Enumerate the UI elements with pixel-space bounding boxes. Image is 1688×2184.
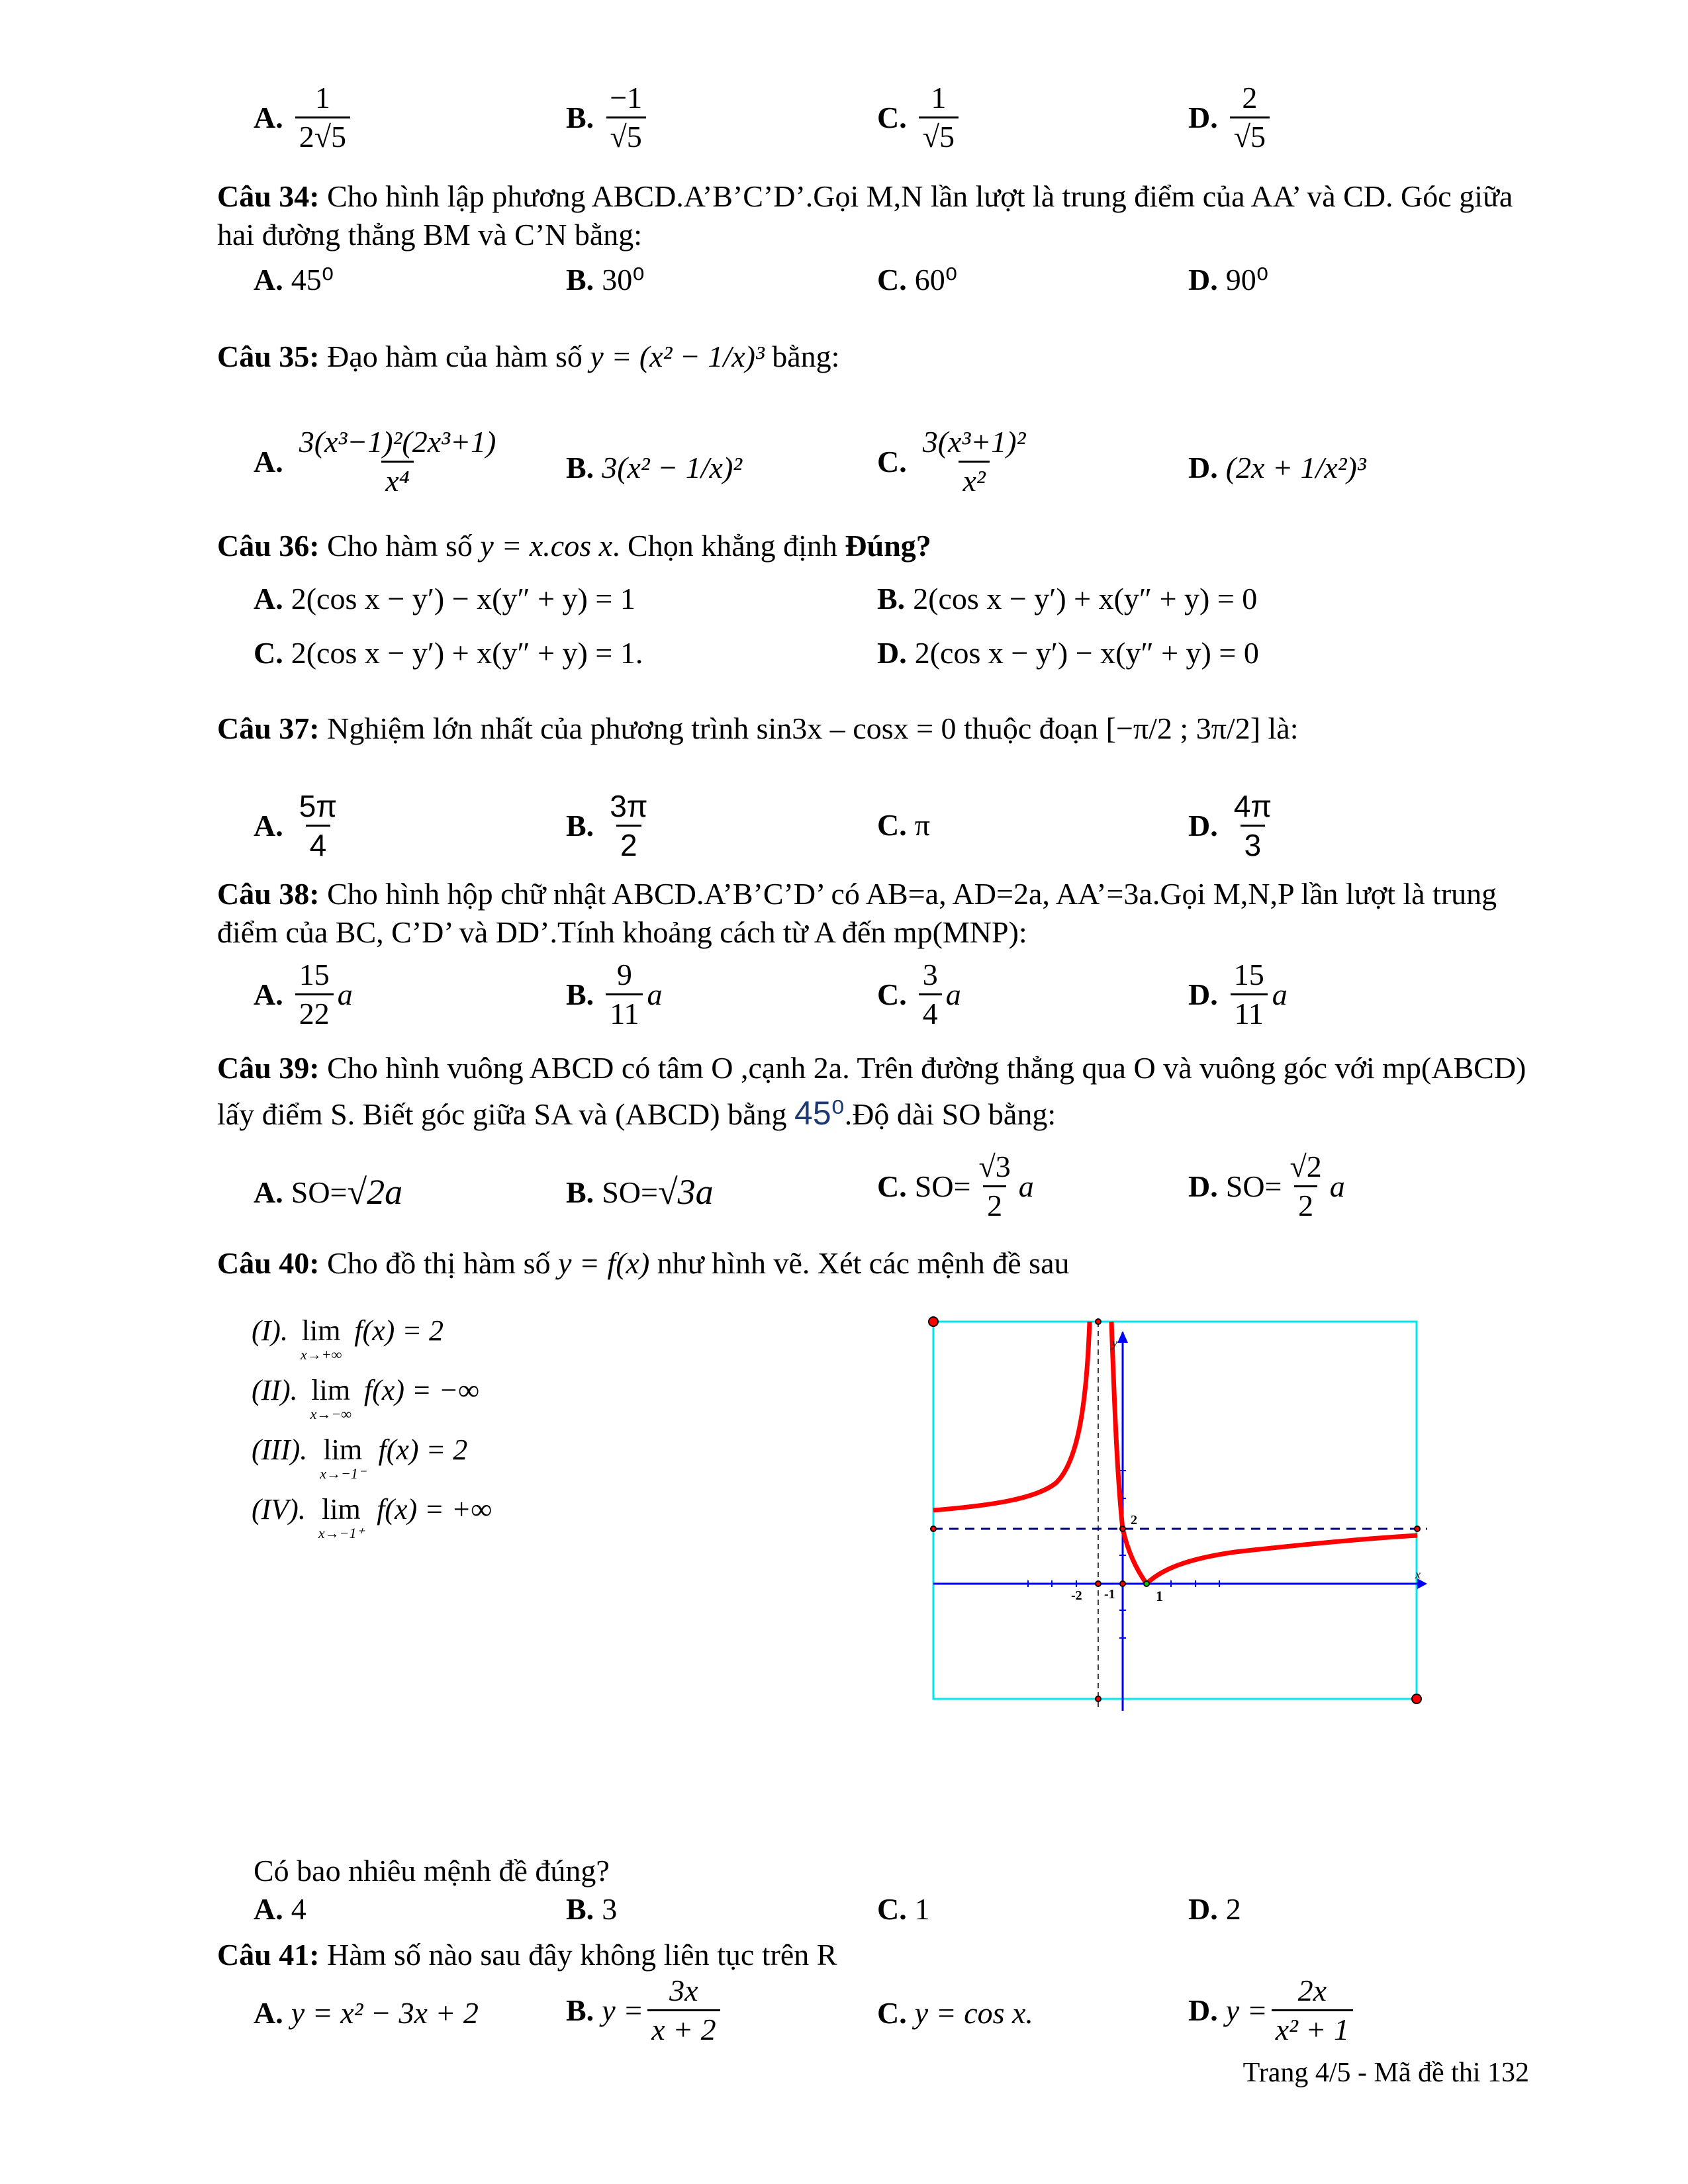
- option-label: D.: [1188, 1169, 1218, 1203]
- question-41: [217, 1936, 1528, 1974]
- option-label: C.: [877, 808, 907, 842]
- question-text: Cho hàm số: [327, 529, 473, 563]
- question-text: Cho đồ thị hàm số: [327, 1246, 551, 1280]
- numerator: 1: [314, 81, 330, 114]
- question-text: Cho hình vuông ABCD có tâm O ,cạnh 2a. Trên đường thẳng qua O và vuông góc với mp(ABCD) lấy điểm S. Biết góc giữa SA và (ABCD) bằng: [217, 1051, 1526, 1131]
- option-value: 2(cos x − y′) − x(y″ + y) = 0: [914, 636, 1259, 670]
- fraction: [295, 79, 350, 156]
- option-label: C.: [254, 636, 283, 670]
- q38-option-d: [1188, 956, 1288, 1032]
- x-label-1: 1: [1156, 1588, 1163, 1604]
- option-label: C.: [877, 262, 907, 296]
- option-value: 3(x² − 1/x)²: [602, 451, 743, 484]
- limit: lim x→−1⁻: [320, 1433, 366, 1482]
- q34-option-b: [566, 261, 645, 297]
- option-label: A.: [254, 262, 283, 296]
- option-label: D.: [1188, 451, 1218, 484]
- q33-option-c: [877, 79, 962, 156]
- limit-subscript: x→−1⁺: [318, 1525, 365, 1541]
- option-value: √3a: [657, 1172, 714, 1212]
- variable: a: [1018, 1169, 1034, 1203]
- q35-option-c: [877, 424, 1033, 500]
- option-label: A.: [254, 1892, 283, 1926]
- question-number: Câu 37:: [217, 711, 320, 745]
- denominator: 3: [1241, 825, 1266, 864]
- numerator: 9: [616, 958, 632, 991]
- limit: lim x→+∞: [300, 1314, 342, 1363]
- numerator: 3(x³+1)²: [922, 425, 1026, 459]
- fraction: [606, 956, 643, 1032]
- option-label: A.: [254, 445, 283, 478]
- option-value: y = x² − 3x + 2: [291, 1996, 479, 2030]
- denominator: √5: [919, 116, 959, 156]
- q36-option-c: [254, 635, 643, 670]
- option-label: B.: [566, 1993, 594, 2027]
- statement-expression: f(x) = 2: [354, 1314, 444, 1347]
- angle-value: 45⁰: [794, 1095, 845, 1132]
- q38-option-a: [254, 956, 353, 1032]
- question-39: [217, 1046, 1528, 1137]
- question-text: Hàm số nào sau đây không liên tục trên R: [327, 1938, 837, 1972]
- option-label: B.: [566, 101, 594, 134]
- curve-middle-branch: [1111, 1322, 1147, 1584]
- frame-corner-point[interactable]: [1412, 1694, 1421, 1704]
- q41-option-b: [566, 1972, 724, 2048]
- numerator: 15: [299, 958, 330, 991]
- denominator: x² + 1: [1272, 2009, 1353, 2048]
- option-value: 2(cos x − y′) − x(y″ + y) = 1: [291, 582, 635, 615]
- option-label: A.: [254, 978, 283, 1011]
- option-label: A.: [254, 101, 283, 134]
- fraction: [1230, 788, 1276, 864]
- page-footer: Trang 4/5 - Mã đề thi 132: [1243, 2058, 1529, 2088]
- curve-left-branch: [933, 1322, 1090, 1510]
- q34-option-c: [877, 261, 957, 297]
- denominator: x + 2: [647, 2009, 720, 2048]
- option-prefix: SO=: [602, 1175, 658, 1209]
- q40-question: [254, 1853, 610, 1888]
- graph-frame: [933, 1322, 1417, 1699]
- statement-iii: [252, 1433, 467, 1481]
- variable: a: [647, 978, 663, 1011]
- q40-option-b: [566, 1891, 617, 1927]
- option-label: B.: [877, 582, 906, 615]
- option-label: B.: [566, 978, 594, 1011]
- option-label: C.: [877, 445, 907, 478]
- question-text: Đạo hàm của hàm số: [327, 340, 583, 373]
- option-label: D.: [1188, 978, 1218, 1011]
- variable: a: [945, 978, 961, 1011]
- question-38: [217, 875, 1528, 952]
- question-37: [217, 709, 1528, 748]
- fraction: [1230, 956, 1268, 1032]
- interval: [−π/2 ; 3π/2]: [1105, 711, 1261, 745]
- variable: a: [337, 978, 353, 1011]
- option-label: B.: [566, 809, 594, 842]
- limit-subscript: x→−∞: [310, 1406, 352, 1422]
- numerator: √2: [1289, 1150, 1322, 1183]
- statement-id: (I).: [252, 1314, 288, 1347]
- q41-option-c: [877, 1995, 1033, 2030]
- variable: a: [1272, 978, 1288, 1011]
- option-label: C.: [877, 978, 907, 1011]
- option-prefix: SO=: [914, 1169, 971, 1203]
- option-label: D.: [877, 636, 907, 670]
- question-suffix: .Độ dài SO bằng:: [844, 1097, 1056, 1131]
- q37-option-b: [566, 788, 656, 864]
- question-text: Cho hình hộp chữ nhật ABCD.A’B’C’D’ có AB=a, AD=2a, AA’=3a.Gọi M,N,P lần lượt là trung điểm của BC, C’D’ và DD’.Tính khoảng cách từ A đến mp(MNP):: [217, 877, 1497, 949]
- q33-option-d: [1188, 79, 1274, 156]
- denominator: 2: [1294, 1185, 1317, 1224]
- question-suffix: . Chọn khẳng định: [612, 529, 837, 563]
- x-axis-label: x: [1415, 1568, 1421, 1581]
- denominator: x²: [959, 461, 989, 500]
- question-number: Câu 35:: [217, 340, 320, 373]
- denominator: √5: [606, 116, 646, 156]
- fraction: [919, 79, 959, 156]
- fraction: [1286, 1148, 1325, 1224]
- statement-id: (IV).: [252, 1493, 306, 1525]
- function-graph: [924, 1314, 1427, 1711]
- denominator: √5: [1230, 116, 1270, 156]
- curve-right-branch: [1147, 1535, 1417, 1584]
- question-text: Cho hình lập phương ABCD.A’B’C’D’.Gọi M,N lần lượt là trung điểm của AA’ và CD. Góc giữa hai đường thẳng BM và C’N bằng:: [217, 179, 1513, 251]
- question-number: Câu 40:: [217, 1246, 320, 1280]
- y-axis-label: y: [1112, 1336, 1117, 1349]
- q37-option-d: [1188, 788, 1280, 864]
- numerator: −1: [610, 81, 643, 114]
- denominator: 2√5: [295, 116, 350, 156]
- q38-option-b: [566, 956, 662, 1032]
- option-label: B.: [566, 262, 594, 296]
- q39-option-a: [254, 1171, 402, 1212]
- q34-option-a: [254, 261, 334, 297]
- fraction: [647, 1972, 720, 2048]
- variable: a: [1329, 1169, 1345, 1203]
- option-label: D.: [1188, 1993, 1218, 2027]
- denominator: x⁴: [381, 461, 413, 500]
- question-number: Câu 36:: [217, 529, 320, 563]
- q33-option-b: [566, 79, 650, 156]
- option-prefix: SO=: [1225, 1169, 1282, 1203]
- question-number: Câu 34:: [217, 179, 320, 213]
- option-label: C.: [877, 101, 907, 134]
- q38-option-c: [877, 956, 961, 1032]
- fraction: [606, 79, 646, 156]
- numerator: 5π: [299, 789, 338, 823]
- question-34: [217, 177, 1528, 254]
- fraction: [1272, 1972, 1353, 2048]
- option-label: B.: [566, 1892, 594, 1926]
- frame-corner-point[interactable]: [929, 1317, 938, 1326]
- option-label: D.: [1188, 262, 1218, 296]
- statement-ii: [252, 1373, 479, 1422]
- question-40: [217, 1244, 1528, 1283]
- option-label: D.: [1188, 809, 1218, 842]
- fraction: [1230, 79, 1270, 156]
- statement-i: [252, 1314, 444, 1362]
- denominator: 4: [919, 993, 942, 1032]
- limit: lim x→−∞: [310, 1374, 352, 1422]
- question-number: Câu 39:: [217, 1051, 320, 1085]
- option-label: D.: [1188, 101, 1218, 134]
- limit-subscript: x→+∞: [300, 1346, 342, 1363]
- statement-expression: f(x) = 2: [378, 1433, 468, 1466]
- question-35: [217, 338, 1528, 376]
- option-value: 4: [291, 1892, 306, 1926]
- option-label: C.: [877, 1996, 907, 2030]
- statement-id: (II).: [252, 1374, 298, 1406]
- option-label: B.: [566, 451, 594, 484]
- question-suffix: như hình vẽ. Xét các mệnh đề sau: [657, 1246, 1070, 1280]
- option-label: C.: [877, 1169, 907, 1203]
- denominator: 4: [306, 825, 331, 864]
- q35-option-a: [254, 424, 504, 500]
- q40-option-a: [254, 1891, 306, 1927]
- option-value: √2a: [347, 1172, 403, 1212]
- option-value: 90⁰: [1225, 263, 1269, 296]
- denominator: 11: [1231, 993, 1268, 1032]
- option-prefix: y =: [602, 1993, 644, 2027]
- formula: y = x.cos x: [480, 529, 613, 563]
- q37-option-a: [254, 788, 345, 864]
- option-label: D.: [1188, 1892, 1218, 1926]
- q35-option-b: [566, 450, 742, 485]
- fraction: [919, 424, 1030, 500]
- question-text: Có bao nhiêu mệnh đề đúng?: [254, 1854, 610, 1888]
- formula: y = (x² − 1/x)³: [590, 340, 765, 373]
- question-36: [217, 527, 1528, 565]
- question-emphasis: Đúng?: [845, 529, 931, 563]
- q36-option-d: [877, 635, 1259, 670]
- option-label: C.: [877, 1892, 907, 1926]
- option-value: π: [914, 808, 930, 842]
- formula: y = f(x): [557, 1246, 650, 1280]
- numerator: 3π: [610, 789, 648, 823]
- denominator: 2: [983, 1185, 1006, 1224]
- option-value: 3: [602, 1892, 618, 1926]
- numerator: 4π: [1233, 789, 1272, 823]
- option-value: 2: [1225, 1892, 1241, 1926]
- y-axis-arrow-icon: [1117, 1331, 1128, 1343]
- q41-option-d: [1188, 1972, 1357, 2048]
- option-value: 60⁰: [914, 263, 958, 296]
- denominator: 11: [606, 993, 643, 1032]
- fraction: [295, 788, 341, 864]
- option-value: 45⁰: [291, 263, 334, 296]
- question-text: Nghiệm lớn nhất của phương trình sin3x – cosx = 0 thuộc đoạn: [327, 711, 1099, 745]
- question-suffix: là:: [1268, 711, 1299, 745]
- limit: lim x→−1⁺: [318, 1493, 365, 1541]
- q40-option-c: [877, 1891, 930, 1927]
- denominator: 22: [295, 993, 334, 1032]
- fraction: [295, 424, 500, 500]
- y-label-2: 2: [1131, 1513, 1137, 1527]
- option-label: A.: [254, 1175, 283, 1209]
- fraction: [606, 788, 651, 864]
- numerator: 2x: [1297, 1974, 1327, 2007]
- option-value: 30⁰: [602, 263, 645, 296]
- q39-option-c: [877, 1148, 1034, 1224]
- q39-option-d: [1188, 1148, 1345, 1224]
- option-prefix: SO=: [291, 1175, 348, 1209]
- denominator: 2: [616, 825, 641, 864]
- option-value: 2(cos x − y′) + x(y″ + y) = 0: [913, 582, 1258, 615]
- option-value: y = cos x.: [914, 1996, 1033, 2030]
- q36-option-a: [254, 581, 635, 616]
- numerator: 1: [931, 81, 947, 114]
- numerator: 15: [1233, 958, 1264, 991]
- option-label: A.: [254, 809, 283, 842]
- q41-option-a: [254, 1995, 479, 2030]
- numerator: 2: [1242, 81, 1258, 114]
- option-label: B.: [566, 1175, 594, 1209]
- option-label: A.: [254, 582, 283, 615]
- limit-subscript: x→−1⁻: [320, 1465, 366, 1482]
- q39-option-b: [566, 1171, 714, 1212]
- statement-expression: f(x) = +∞: [377, 1493, 492, 1525]
- option-value: 2(cos x − y′) + x(y″ + y) = 1.: [291, 636, 643, 670]
- numerator: √3: [978, 1150, 1011, 1183]
- q33-option-a: [254, 79, 354, 156]
- question-number: Câu 38:: [217, 877, 320, 911]
- question-suffix: bằng:: [772, 340, 840, 373]
- q35-option-d: [1188, 450, 1366, 485]
- statement-id: (III).: [252, 1433, 308, 1466]
- q37-option-c: [877, 807, 930, 842]
- option-value: (2x + 1/x²)³: [1225, 451, 1366, 484]
- q34-option-d: [1188, 261, 1268, 297]
- fraction: [974, 1148, 1014, 1224]
- numerator: 3: [922, 958, 938, 991]
- q36-option-b: [877, 581, 1257, 616]
- x-label-minus-2: -2: [1071, 1588, 1082, 1603]
- numerator: 3x: [669, 1974, 698, 2007]
- question-number: Câu 41:: [217, 1938, 320, 1972]
- fraction: [919, 956, 942, 1032]
- fraction: [295, 956, 334, 1032]
- numerator: 3(x³−1)²(2x³+1): [299, 425, 496, 459]
- option-value: 1: [914, 1892, 930, 1926]
- q40-option-d: [1188, 1891, 1241, 1927]
- option-prefix: y =: [1225, 1993, 1268, 2027]
- statement-iv: [252, 1492, 492, 1541]
- option-label: A.: [254, 1996, 283, 2030]
- x-label-minus-1: -1: [1104, 1587, 1115, 1602]
- statement-expression: f(x) = −∞: [363, 1374, 479, 1406]
